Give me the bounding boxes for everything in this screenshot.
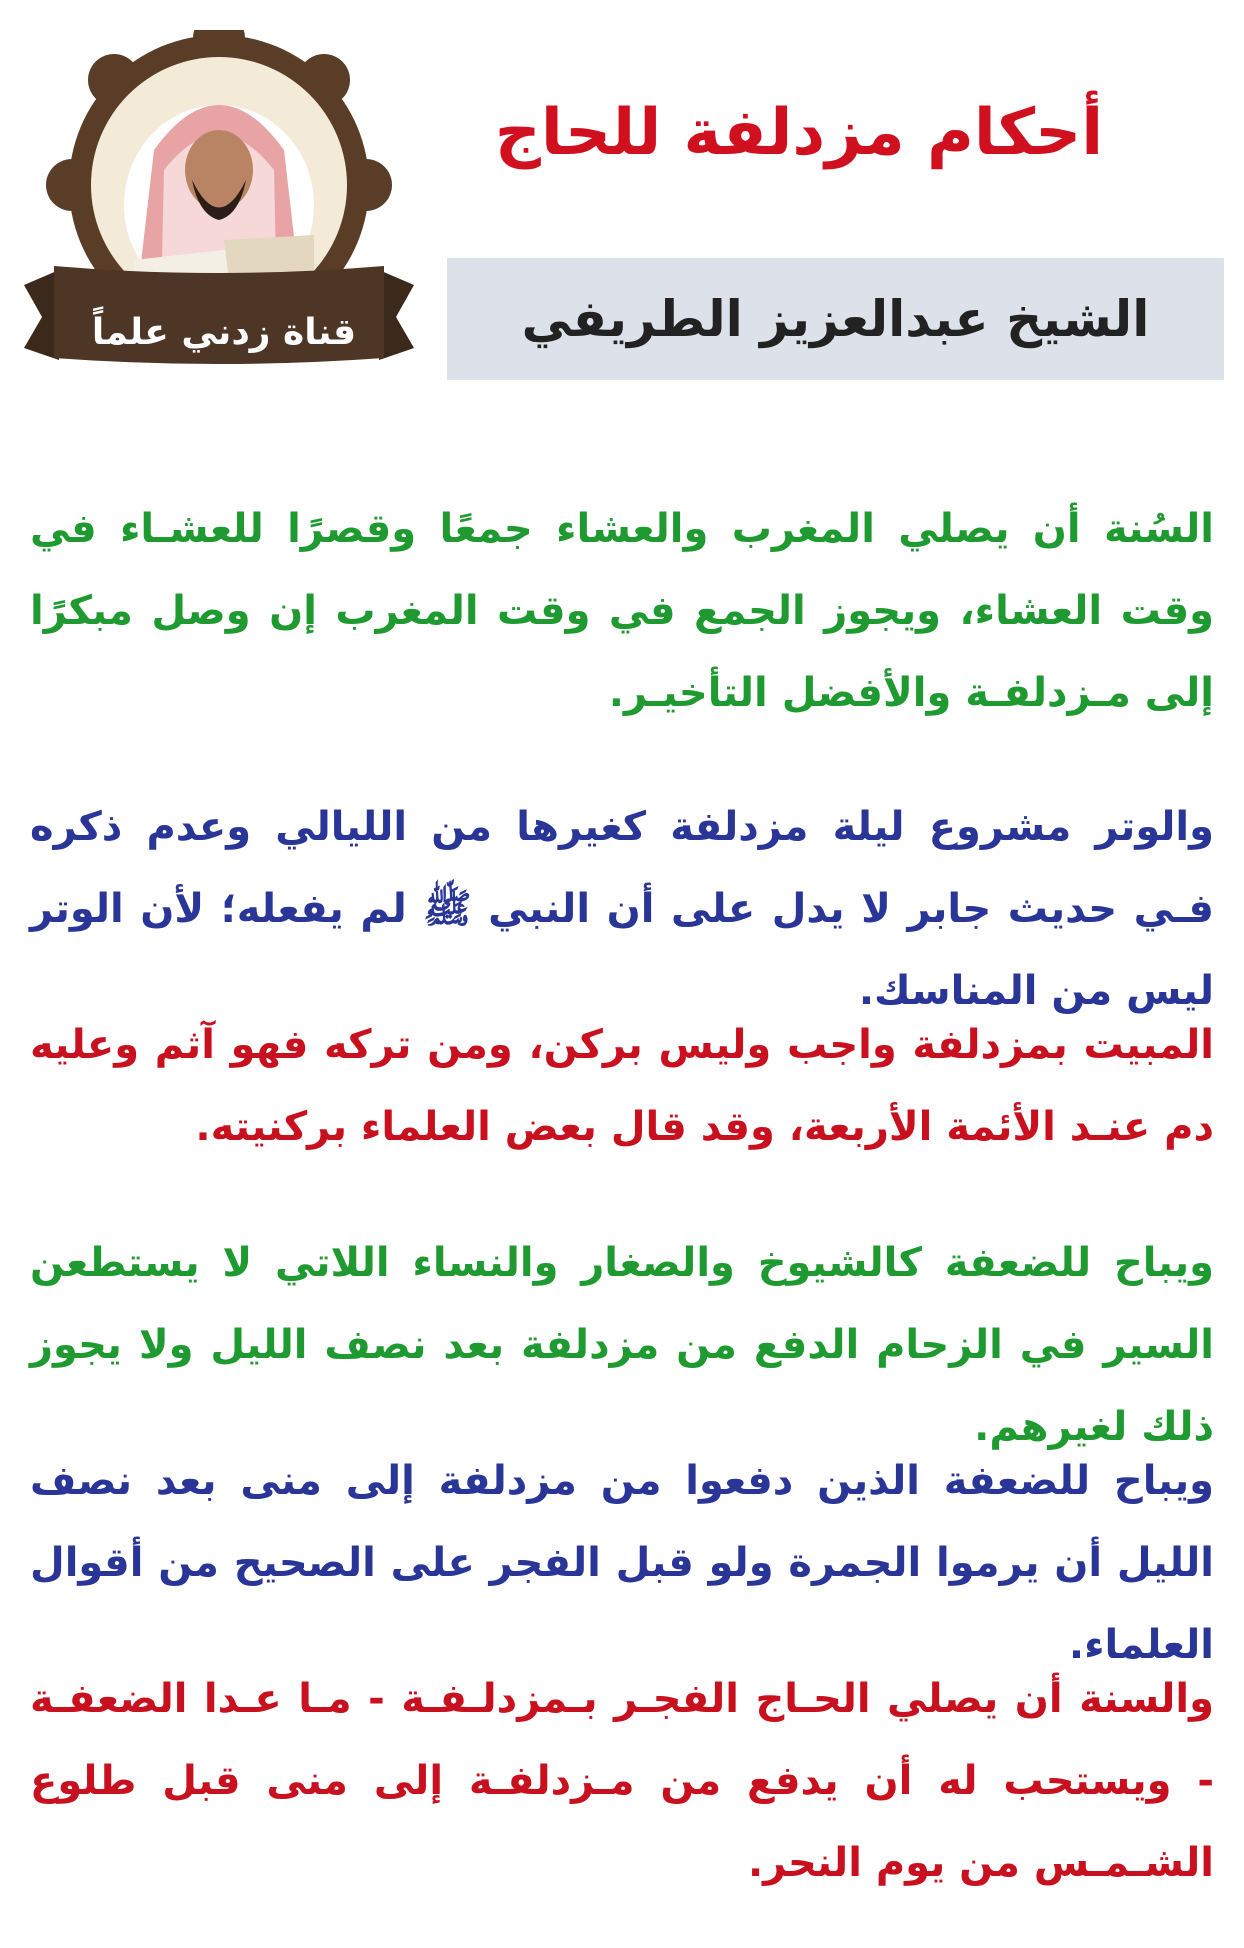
channel-logo	[14, 30, 424, 390]
paragraph-3: المبيت بمزدلفة واجب وليس بركن، ومن تركه فهو آثم وعليه دم عنـد الأئمة الأربعة، وقد قال بعض العلماء بركنيته.	[30, 1022, 1214, 1150]
author-name: الشيخ عبدالعزيز الطريفي	[521, 290, 1150, 348]
paragraph-4: ويباح للضعفة كالشيوخ والصغار والنساء اللاتي لا يستطعن السير في الزحام الدفع من مزدلفة بعد نصف الليل ولا يجوز ذلك لغيرهم.	[30, 1240, 1214, 1450]
paragraph-2: والوتر مشروع ليلة مزدلفة كغيرها من الليالي وعدم ذكره فـي حديث جابر لا يدل على أن النبي ﷺ لم يفعله؛ لأن الوتر ليس من المناسك.	[30, 804, 1214, 1014]
page-title: أحكام مزدلفة للحاج	[494, 96, 1104, 170]
author-banner	[447, 258, 1224, 380]
paragraph-1: السُنة أن يصلي المغرب والعشاء جمعًا وقصرًا للعشـاء في وقت العشاء، ويجوز الجمع في وقت المغرب إن وصل مبكرًا إلى مـزدلفـة والأفضل التأخيـر.	[30, 506, 1214, 716]
channel-name: قناة زدني علماً	[91, 312, 357, 353]
paragraph-5: ويباح للضعفة الذين دفعوا من مزدلفة إلى منى بعد نصف الليل أن يرموا الجمرة ولو قبل الفجر على الصحيح من أقوال العلماء.	[30, 1458, 1214, 1668]
paragraph-6: والسنة أن يصلي الحـاج الفجـر بـمزدلـفـة - مـا عـدا الضعفـة - ويستحب له أن يدفع من مـزدلفـة إلى منى قبل طلوع الشـمـس من يوم النحر.	[30, 1676, 1214, 1886]
